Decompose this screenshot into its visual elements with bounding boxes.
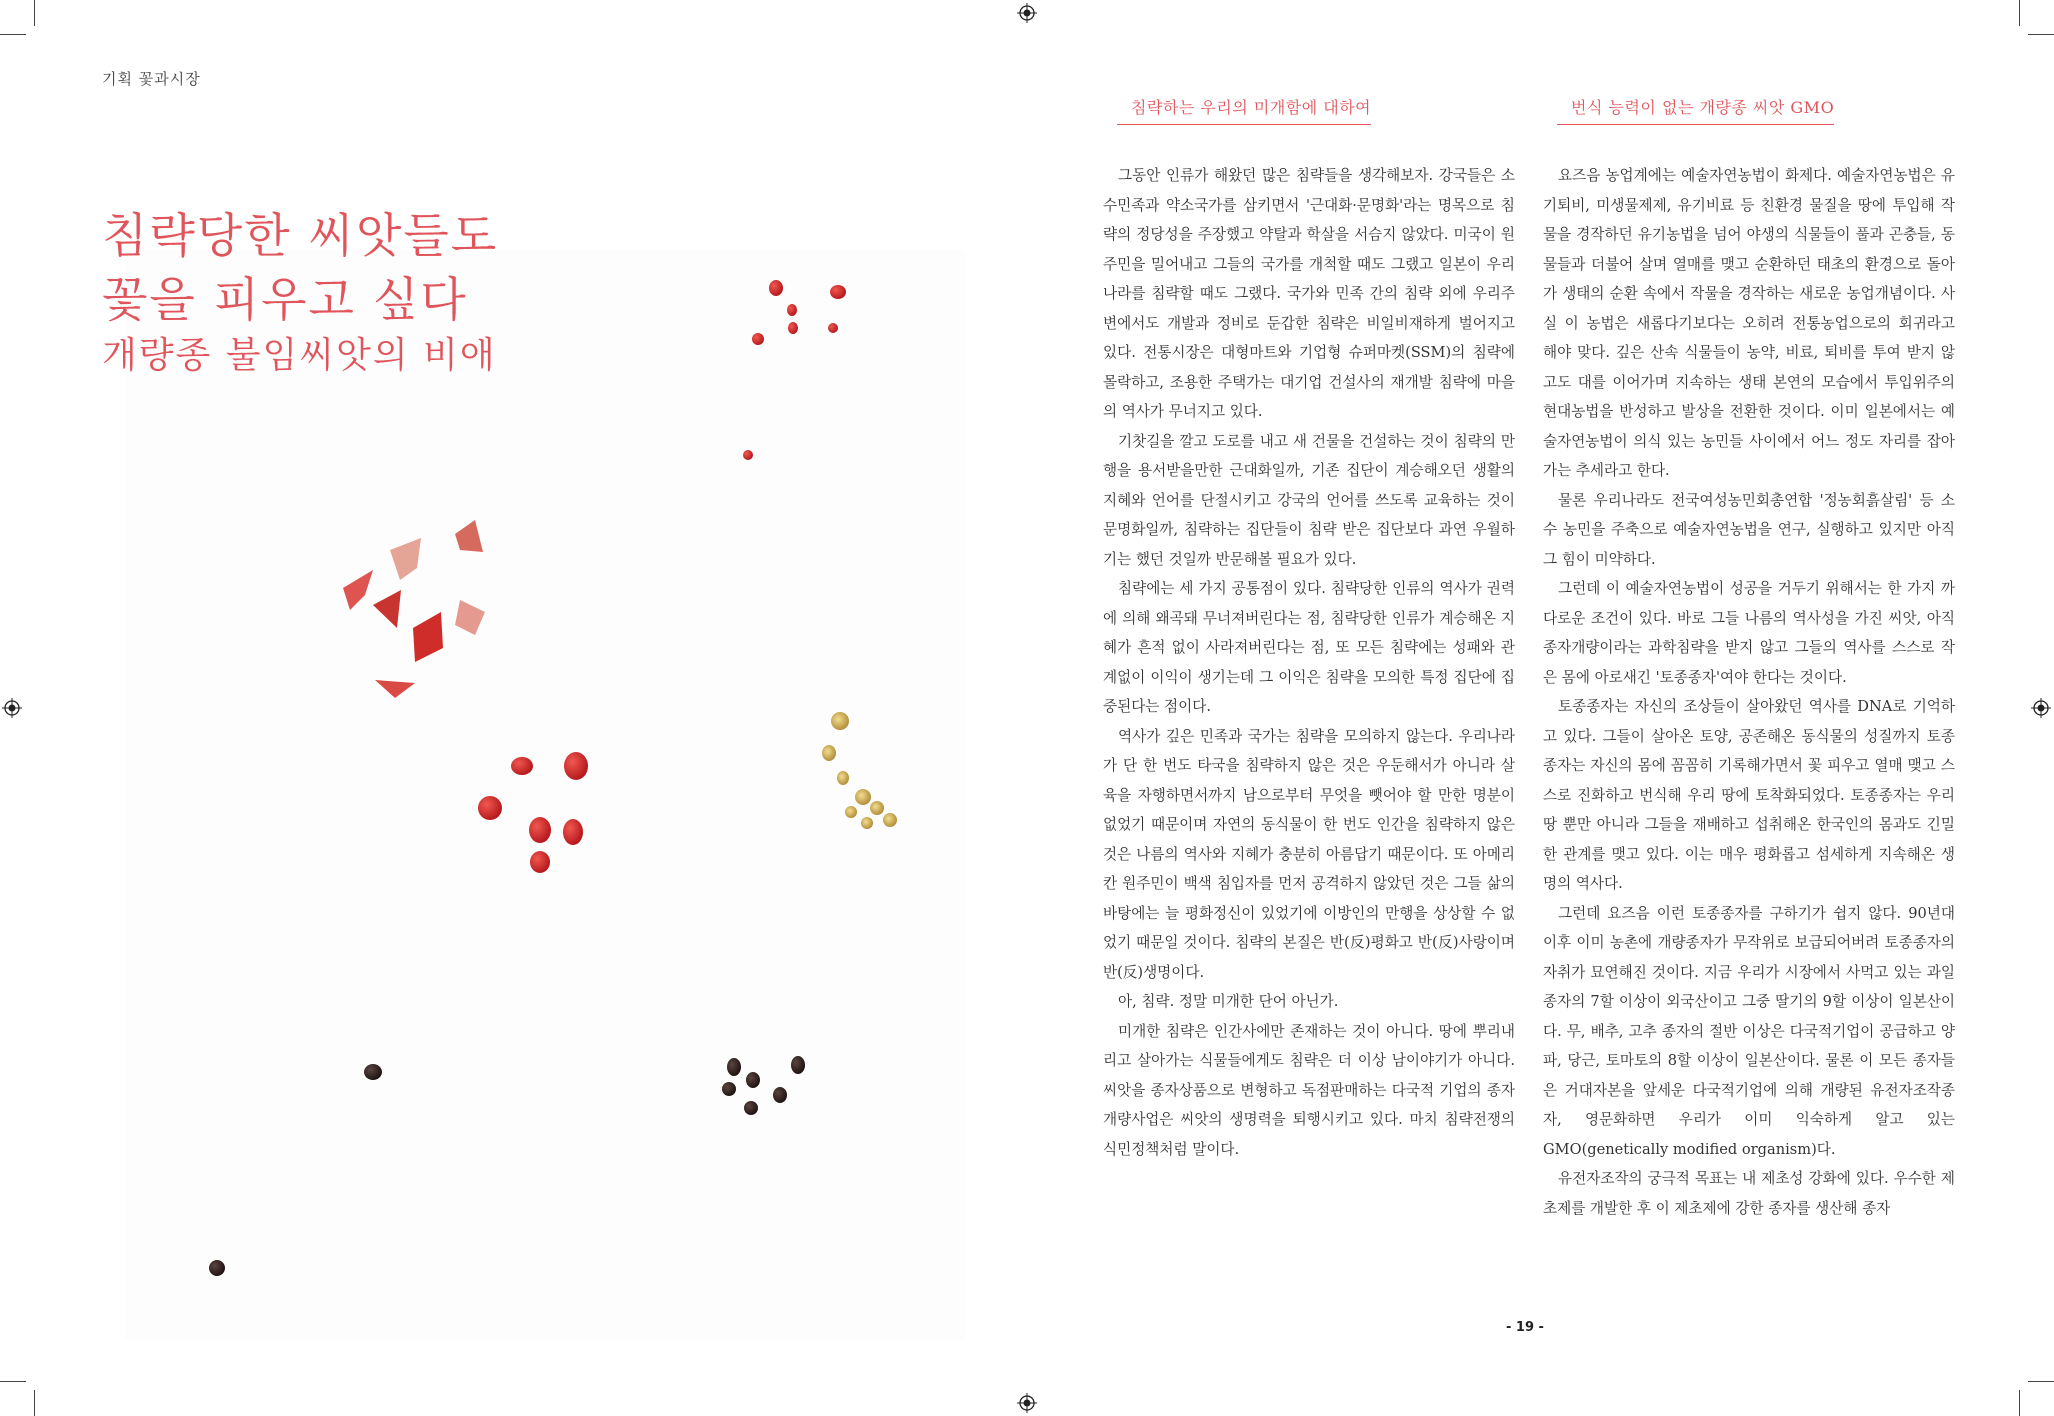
seeds-photo [125,250,965,1340]
crop-mark [2028,34,2054,35]
registration-mark-icon [2,698,22,718]
paragraph: 그동안 인류가 해왔던 많은 침략들을 생각해보자. 강국들은 소수민족과 약소국가를 삼키면서 '근대화·문명화'라는 명목으로 침략의 정당성을 주장했고 약탈과 학살을 서슴지 않았다. 미국이 원주민을 밀어내고 그들의 국가를 개척할 때도 그랬고 일본이 우리나라를 침략할 때도 그랬다. 국가와 민족 간의 침략 외에 우리주변에서도 개발과 정비로 둔갑한 침략은 비일비재하게 벌어지고 있다. 전통시장은 대형마트와 기업형 슈퍼마켓(SSM)의 침략에 몰락하고, 조용한 주택가는 대기업 건설사의 재개발 침략에 마을의 역사가 무너지고 있다. [1103,167,1515,420]
page-number: - 19 - [1506,1320,1544,1335]
paragraph: 침략에는 세 가지 공통점이 있다. 침략당한 인류의 역사가 권력에 의해 왜곡돼 무너져버린다는 점, 침략당한 인류가 계승해온 지혜가 흔적 없이 사라져버린다는 점, 또 모든 침략에는 성패와 관계없이 이익이 생기는데 그 이익은 침략을 모의한 특정 집단에 집중된다는 점이다. [1103,580,1515,715]
paragraph: 그런데 요즈음 이런 토종종자를 구하기가 쉽지 않다. 90년대 이후 이미 농촌에 개량종자가 무작위로 보급되어버려 토종종자의 자취가 묘연해진 것이다. 지금 우리가 시장에서 사먹고 있는 과일종자의 7할 이상이 외국산이고 그중 딸기의 9할 이상이 일본산이다. 무, 배추, 고추 종자의 절반 이상은 다국적기업이 공급하고 양파, 당근, 토마토의 8할 이상이 일본산이다. 물론 이 모든 종자들은 거대자본을 앞세운 다국적기업에 의해 개량된 유전자조작종자, 영문화하면 우리가 이미 익숙하게 알고 있는 GMO(genetically modified organism)다. [1543,904,1955,1158]
paragraph: 기찻길을 깔고 도로를 내고 새 건물을 건설하는 것이 침략의 만행을 용서받을만한 근대화일까, 기존 집단이 계승해오던 생활의 지혜와 언어를 단절시키고 강국의 언어를 쓰도록 교육하는 것이 문명화일까, 침략하는 집단들이 침략 받은 집단보다 과연 우월하기는 했던 것일까 반문해볼 필요가 있다. [1103,432,1515,568]
paragraph: 그런데 이 예술자연농법이 성공을 거두기 위해서는 한 가지 까다로운 조건이 있다. 바로 그들 나름의 역사성을 가진 씨앗, 아직 종자개량이라는 과학침략을 받지 않고 그들의 역사를 스스로 작은 몸에 아로새긴 '토종종자'여야 한다는 것이다. [1543,580,1955,686]
title-line-1: 침략당한 씨앗들도 [102,209,499,264]
paragraph: 역사가 깊은 민족과 국가는 침략을 모의하지 않는다. 우리나라가 단 한 번도 타국을 침략하지 않은 것은 우둔해서가 아니라 살육을 자행하면서까지 남으로부터 무엇을 뺏어야 할 만한 명분이 없었기 때문이며 자연의 동식물이 한 번도 인간을 침략하지 않은 것은 나름의 역사와 지혜가 충분히 아름답기 때문이다. 또 아메리칸 원주민이 백색 침입자를 먼저 공격하지 않았던 것은 그들 삶의 바탕에는 늘 평화정신이 있었기에 이방인의 만행을 상상할 수 없었기 때문일 것이다. 침략의 본질은 반(反)평화고 반(反)사랑이며 반(反)생명이다. [1103,727,1515,981]
crop-mark [0,1381,26,1382]
crop-mark [0,34,26,35]
crop-mark [34,1390,35,1416]
paragraph: 미개한 침략은 인간사에만 존재하는 것이 아니다. 땅에 뿌리내리고 살아가는 식물들에게도 침략은 더 이상 남이야기가 아니다. 씨앗을 종자상품으로 변형하고 독점판매하는 다국적 기업의 종자개량사업은 씨앗의 생명력을 퇴행시키고 있다. 마치 침략전쟁의 식민정책처럼 말이다. [1103,1022,1515,1158]
registration-mark-icon [1017,1393,1037,1413]
registration-mark-icon [1017,3,1037,23]
title-line-2: 꽃을 피우고 싶다 [102,273,468,328]
paragraph: 물론 우리나라도 전국여성농민회총연합 '정농회흙살림' 등 소수 농민을 주축으로 예술자연농법을 연구, 실행하고 있지만 아직 그 힘이 미약하다. [1543,491,1955,568]
crop-mark [34,0,35,26]
paragraph: 아, 침략. 정말 미개한 단어 아닌가. [1118,993,1339,1010]
crop-mark [2019,1390,2020,1416]
section-label: 기획 꽃과시장 [102,70,201,88]
registration-mark-icon [2031,698,2051,718]
column-body [1543,161,1955,1223]
column-body [1103,161,1515,1164]
paragraph: 요즈음 농업계에는 예술자연농법이 화제다. 예술자연농법은 유기퇴비, 미생물제제, 유기비료 등 친환경 물질을 땅에 투입해 작물을 경작하던 유기농법을 넘어 야생의 식물들이 풀과 곤충들, 동물들과 더불어 살며 열매를 맺고 순환하던 태초의 환경으로 돌아가 생태의 순환 속에서 작물을 경작하는 새로운 농업개념이다. 사실 이 농법은 새롭다기보다는 오히려 전통농업으로의 회귀라고 해야 맞다. 깊은 산속 식물들이 농약, 비료, 퇴비를 투여 받지 않고도 대를 이어가며 지속하는 생태 본연의 모습에서 투입위주의 현대농법을 반성하고 발상을 전환한 것이다. 이미 일본에서는 예술자연농법이 의식 있는 농민들 사이에서 어느 정도 자리를 잡아가는 추세라고 한다. [1543,167,1955,479]
text-column-right [1543,95,1955,1223]
crop-mark [2019,0,2020,26]
paragraph: 토종종자는 자신의 조상들이 살아왔던 역사를 DNA로 기억하고 있다. 그들이 살아온 토양, 공존해온 동식물의 성질까지 토종종자는 자신의 몸에 꼼꼼히 기록해가면서 꽃 피우고 열매 맺고 스스로 진화하고 번식해 우리 땅에 토착화되었다. 토종종자는 우리 땅 뿐만 아니라 그들을 재배하고 섭취해온 한국인의 몸과도 긴밀한 관계를 맺고 있다. 이는 매우 평화롭고 섬세하게 지속해온 생명의 역사다. [1543,698,1955,892]
text-column-left [1103,95,1515,1164]
crop-mark [2028,1381,2054,1382]
subtitle: 개량종 불임씨앗의 비애 [102,335,497,376]
column-heading: 침략하는 우리의 미개함에 대하여 [1117,95,1371,125]
column-heading: 번식 능력이 없는 개량종 씨앗 GMO [1557,95,1834,125]
paragraph: 유전자조작의 궁극적 목표는 내 제초성 강화에 있다. 우수한 제초제를 개발한 후 이 제초제에 강한 종자를 생산해 종자 [1543,1170,1955,1217]
article-title [102,205,498,381]
